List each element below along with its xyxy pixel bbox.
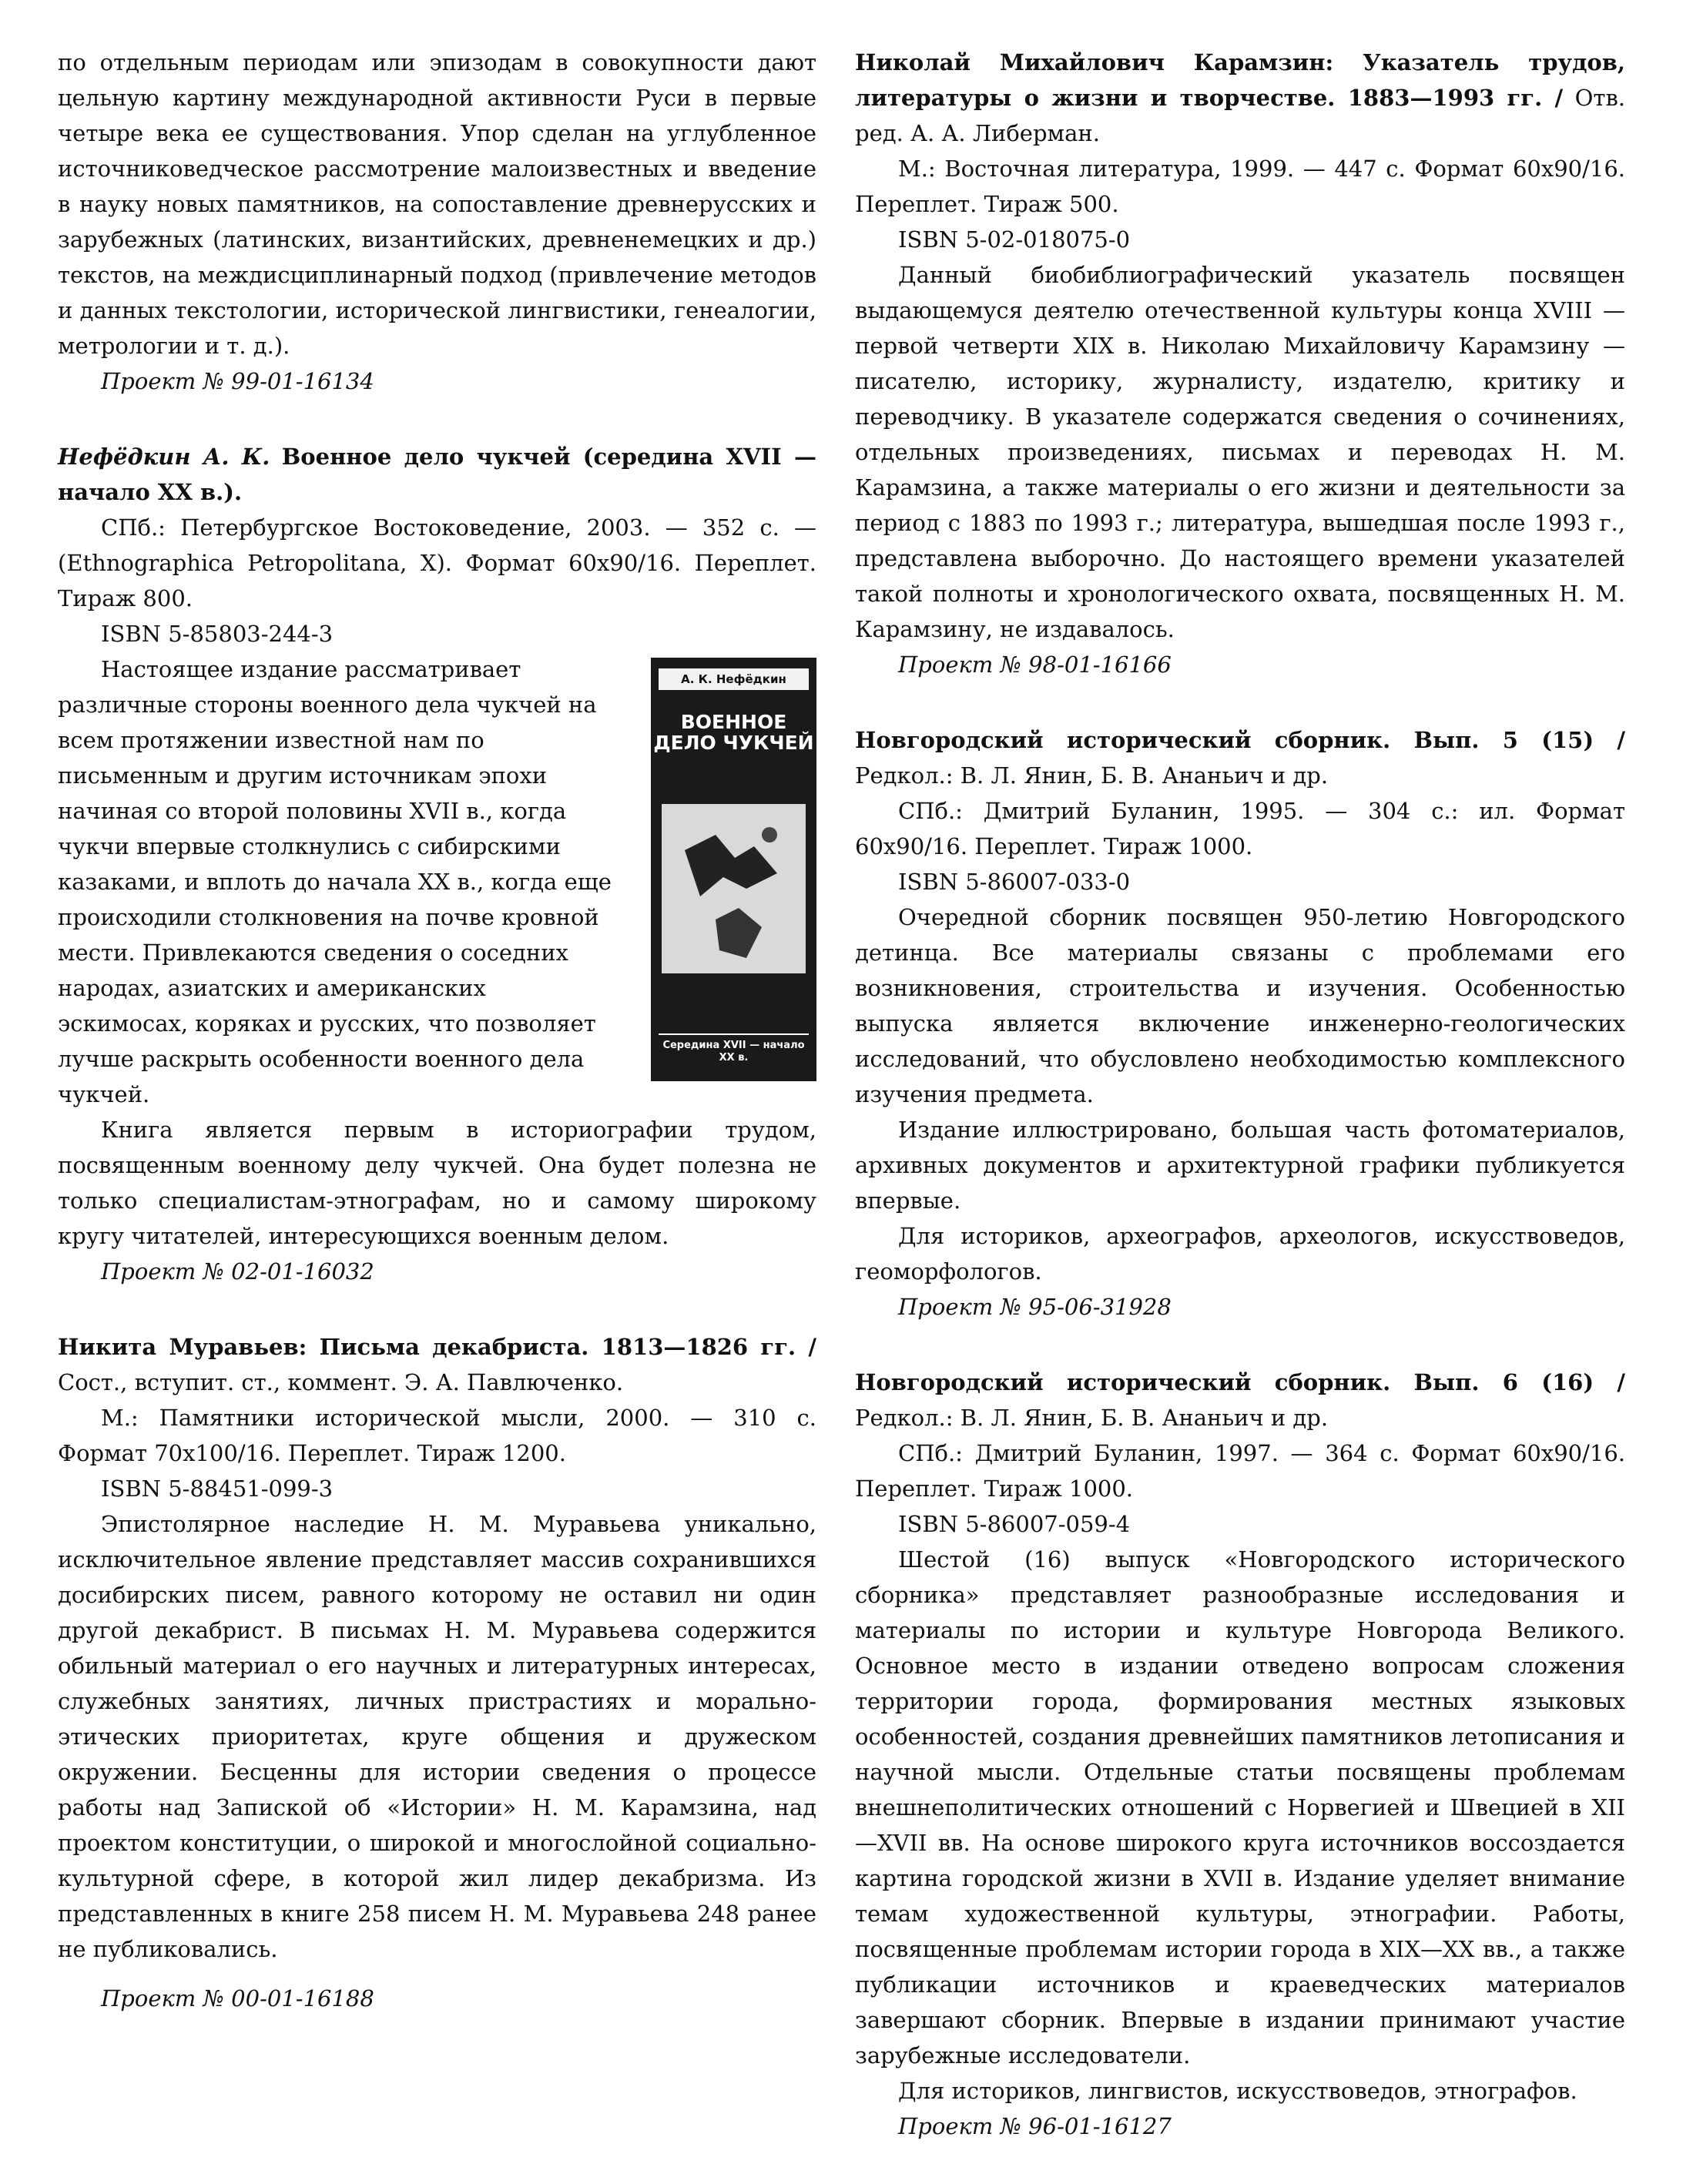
paragraph: Настоящее издание рассматривает различные стороны военного дела чукчей на всем протяжении известной нам по письменным и другим источникам эпохи начиная со второй половины XVII в., когда чукчи впервые столкнулись с сибирскими казаками, и вплоть до начала XX в., когда еще происходили столкновения на почве кровной мести. Привлекаются сведения о соседних народах, азиатских и американских эскимосах, коряках и русских, что позволяет лучше раскрыть особенности военного дела чукчей. [58, 656, 612, 1107]
cover-subtitle: Середина XVII — начало XX в. [659, 1033, 809, 1064]
paragraph: Издание иллюстрировано, большая часть фотоматериалов, архивных документов и архитектурной графики публикуется впервые. [855, 1117, 1625, 1214]
entry-novgorod-6 [855, 1365, 1625, 2144]
right-column [855, 45, 1625, 2184]
project-number: Проект № 95-06-31928 [898, 1294, 1172, 1320]
book-title: Никита Муравьев: Письма декабриста. 1813—1826 гг. / [58, 1334, 816, 1360]
book-title: Новгородский исторический сборник. Вып. 6 (16) / [855, 1369, 1625, 1395]
paragraph: Очередной сборник посвящен 950-летию Новгородского детинца. Все материалы связаны с проблемами его возникновения, строительства и изучения. Особенностью выпуска является включение инженерно-геологических исследований, что обусловлено необходимостью комплексного изучения предмета. [855, 904, 1625, 1107]
project-number: Проект № 00-01-16188 [101, 1985, 374, 2011]
entry-intro-continuation [58, 45, 816, 399]
project-number: Проект № 96-01-16127 [898, 2113, 1172, 2139]
book-title: Военное дело чукчей (середина XVII — начало XX в.). [58, 444, 816, 505]
entry-novgorod-5 [855, 722, 1625, 1325]
paragraph: Эпистолярное наследие Н. М. Муравьева уникально, исключительное явление представляет массив сохранившихся досибирских писем, равного которому не оставил ни один другой декабрист. В письмах Н. М. Муравьева содержится обильный материал о его научных и литературных интересах, служебных занятиях, личных пристрастиях и морально-этических приоритетах, круге общения и дружеском окружении. Бесценны для истории сведения о процессе работы над Запиской об «Истории» Н. М. Карамзина, над проектом конституции, о широкой и многослойной социально-культурной сфере, в которой жил лидер декабризма. Из представленных в книге 258 писем Н. М. Муравьева 248 ранее не публиковались. [58, 1511, 816, 1962]
entry-nefedkin [58, 439, 816, 1289]
cover-title: ВОЕННОЕ ДЕЛО ЧУКЧЕЙ [653, 711, 814, 754]
book-cover-image [651, 658, 816, 1081]
entry-heading [855, 722, 1625, 793]
isbn: ISBN 5-88451-099-3 [101, 1476, 334, 1502]
isbn: ISBN 5-85803-244-3 [101, 621, 334, 647]
project-number: Проект № 02-01-16032 [101, 1258, 374, 1285]
project-number: Проект № 98-01-16166 [898, 652, 1172, 678]
book-title: Николай Михайлович Карамзин: Указатель трудов, литературы о жизни и творчестве. 1883—1993 гг. / [855, 49, 1625, 111]
entry-muravyev [58, 1329, 816, 2016]
paragraph: по отдельным периодам или эпизодам в совокупности дают цельную картину международной активности Руси в первые четыре века ее существования. Упор сделан на углубленное источниковедческое рассмотрение малоизвестных и введение в науку новых памятников, на сопоставление древнерусских и зарубежных (латинских, византийских, древненемецких и др.) текстов, на междисциплинарный подход (привлечение методов и данных текстологии, исторической лингвистики, генеалогии, метрологии и т. д.). [58, 49, 816, 359]
entry-heading [58, 439, 816, 510]
author-name: Нефёдкин А. К. [58, 444, 270, 470]
paragraph: Для историков, лингвистов, искусствоведов, этнографов. [898, 2078, 1577, 2104]
entry-heading [855, 45, 1625, 151]
imprint: СПб.: Петербургское Востоковедение, 2003. — 352 с. — (Ethnographica Petropolitana, X). Формат 60x90/16. Переплет. Тираж 800. [58, 514, 816, 611]
cover-author: А. К. Нефёдкин [659, 668, 809, 690]
project-number: Проект № 99-01-16134 [101, 368, 374, 394]
paragraph: Шестой (16) выпуск «Новгородского исторического сборника» представляет разнообразные исследования и материалы по истории и культуре Новгорода Великого. Основное место в издании отведено вопросам сложения территории города, формирования местных языковых особенностей, создания древнейших памятников летописания и научной мысли. Отдельные статьи посвящены проблемам внешнеполитических отношений с Норвегией и Швецией в XII—XVII вв. На основе широкого круга источников воссоздается картина городской жизни в XVII в. Издание уделяет внимание темам художественной культуры, этнографии. Работы, посвященные проблемам истории города в XIX—XX вв., а также публикации источников и краеведческих материалов завершают сборник. Впервые в издании принимают участие зарубежные исследователи. [855, 1546, 1625, 2068]
paragraph: Книга является первым в историографии трудом, посвященным военному делу чукчей. Она будет полезна не только специалистам-этнографам, но и самому широкому кругу читателей, интересующихся военным делом. [58, 1117, 816, 1249]
isbn: ISBN 5-86007-033-0 [898, 869, 1131, 895]
imprint: СПб.: Дмитрий Буланин, 1997. — 364 с. Формат 60x90/16. Переплет. Тираж 1000. [855, 1440, 1625, 1502]
imprint: М.: Памятники исторической мысли, 2000. — 310 с. Формат 70x100/16. Переплет. Тираж 1200. [58, 1405, 816, 1466]
editors: Отв. ред. А. А. Либерман. [855, 85, 1625, 146]
imprint: СПб.: Дмитрий Буланин, 1995. — 304 с.: ил. Формат 60x90/16. Переплет. Тираж 1000. [855, 798, 1625, 859]
left-column [58, 45, 816, 2056]
editors: Редкол.: В. Л. Янин, Б. В. Ананьич и др. [855, 1405, 1329, 1431]
paragraph: Данный биобиблиографический указатель посвящен выдающемуся деятелю отечественной культуры конца XVIII — первой четверти XIX в. Николаю Михайловичу Карамзину — писателю, историку, журналисту, издателю, критику и переводчику. В указателе содержатся сведения о сочинениях, отдельных произведениях, письмах и переводах Н. М. Карамзина, а также материалы о его жизни и деятельности за период с 1883 по 1993 г.; литература, вышедшая после 1993 г., представлена выборочно. До настоящего времени указателей такой полноты и хронологического охвата, посвященных Н. М. Карамзину, не издавалось. [855, 262, 1625, 642]
entry-heading [855, 1365, 1625, 1435]
isbn: ISBN 5-86007-059-4 [898, 1511, 1131, 1537]
book-title: Новгородский исторический сборник. Вып. 5 (15) / [855, 727, 1625, 753]
editors: Сост., вступит. ст., коммент. Э. А. Павлюченко. [58, 1369, 624, 1395]
paragraph: Для историков, археографов, археологов, искусствоведов, геоморфологов. [855, 1223, 1625, 1285]
imprint: М.: Восточная литература, 1999. — 447 с. Формат 60x90/16. Переплет. Тираж 500. [855, 156, 1625, 217]
editors: Редкол.: В. Л. Янин, Б. В. Ананьич и др. [855, 762, 1329, 789]
entry-karamzin [855, 45, 1625, 682]
cover-illustration [662, 804, 806, 973]
entry-heading [58, 1329, 816, 1400]
isbn: ISBN 5-02-018075-0 [898, 226, 1131, 253]
